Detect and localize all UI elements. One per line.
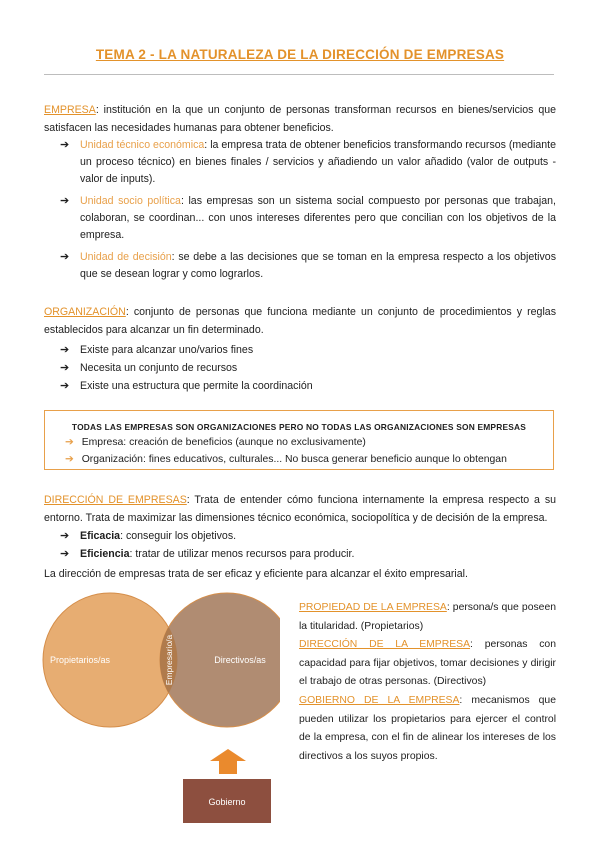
item-text: : tratar de utilizar menos recursos para producir. bbox=[129, 548, 355, 560]
box-item bbox=[65, 452, 507, 468]
item-text: : se debe a las decisiones que se toman en la empresa respecto a los objetivos que se desean lograr y como lograrlos. bbox=[80, 251, 556, 280]
item-text: : conseguir los objetivos. bbox=[120, 530, 237, 542]
empresa-definition bbox=[44, 101, 556, 137]
gobierno-definition bbox=[299, 692, 556, 766]
venn-label-right: Directivos/as bbox=[214, 655, 266, 665]
direccion-definition bbox=[44, 491, 556, 527]
arrow-right-icon: ➔ bbox=[60, 139, 70, 151]
empresa-text: : institución en la que un conjunto de personas transforman recursos en bienes/servicios que satisfacen las necesidades humanas para obtener beneficios. bbox=[44, 104, 556, 134]
organizacion-definition bbox=[44, 303, 556, 339]
direccion-conclusion: La dirección de empresas trata de ser eficaz y eficiente para alcanzar el éxito empresarial. bbox=[44, 568, 468, 580]
box-item-text: Organización: fines educativos, culturales... No busca generar beneficio aunque lo obtengan bbox=[81, 454, 507, 465]
empresa-item bbox=[60, 249, 556, 283]
arrow-right-icon: ➔ bbox=[65, 454, 74, 465]
direccion-side-definition bbox=[299, 636, 556, 692]
organizacion-item bbox=[60, 342, 556, 359]
document-title: TEMA 2 - LA NATURALEZA DE LA DIRECCIÓN DE EMPRESAS bbox=[95, 47, 505, 62]
arrow-up-icon bbox=[210, 749, 246, 774]
item-label: Unidad de decisión bbox=[80, 251, 172, 263]
arrow-right-icon: ➔ bbox=[60, 548, 70, 560]
organizacion-text: : conjunto de personas que funciona mediante un conjunto de procedimientos y reglas establecidos para alcanzar un fin determinado. bbox=[44, 306, 556, 336]
gobierno-label: Gobierno bbox=[208, 797, 246, 807]
item-text: : la empresa trata de obtener beneficios transformando recursos (mediante un proceso técnico) en bienes finales / servicios y añadiendo un valor añadido (valor de outputs - valor de inputs). bbox=[80, 139, 556, 185]
title-divider bbox=[44, 74, 554, 75]
box-item-text: Empresa: creación de beneficios (aunque no exclusivamente) bbox=[81, 437, 366, 448]
direccion-item bbox=[60, 546, 556, 563]
direccion-item bbox=[60, 528, 556, 545]
empresa-item bbox=[60, 193, 556, 244]
box-item bbox=[65, 435, 366, 451]
direccion-text: : Trata de entender cómo funciona internamente la empresa respecto a su entorno. Trata de maximizar las dimensiones técnico económica, sociopolítica y de decisión de la empresa. bbox=[44, 494, 557, 524]
gobierno-term: GOBIERNO DE LA EMPRESA bbox=[299, 695, 460, 706]
organizacion-term: ORGANIZACIÓN bbox=[44, 306, 126, 318]
propiedad-definition bbox=[299, 599, 556, 636]
arrow-right-icon: ➔ bbox=[65, 437, 74, 448]
organizacion-item bbox=[60, 360, 556, 377]
empresa-term: EMPRESA bbox=[44, 104, 96, 116]
item-text: : las empresas son un sistema social compuesto por personas que trabajan, colaboran, se coordinan... con unos intereses diferentes pero que concilian con los objetivos de la empresa. bbox=[80, 195, 557, 241]
venn-label-left: Propietarios/as bbox=[49, 655, 111, 665]
arrow-right-icon: ➔ bbox=[60, 362, 70, 374]
venn-label-center: Empresario/a bbox=[164, 634, 174, 686]
item-label: Eficacia bbox=[80, 530, 121, 542]
organizacion-item bbox=[60, 378, 556, 395]
propiedad-term: PROPIEDAD DE LA EMPRESA bbox=[299, 602, 447, 613]
gobierno-text: : mecanismos que pueden utilizar los propietarios para ejercer el control de la empresa, con el fin de alinear los intereses de los directivos a los suyos propios. bbox=[299, 695, 556, 762]
item-text: Necesita un conjunto de recursos bbox=[80, 362, 238, 374]
direccion-term: DIRECCIÓN DE EMPRESAS bbox=[44, 494, 187, 506]
item-label: Unidad socio política bbox=[80, 195, 181, 207]
highlight-box bbox=[44, 410, 554, 470]
item-label: Unidad técnico económica bbox=[80, 139, 205, 151]
direccion-side-text: : personas con capacidad para fijar objetivos, tomar decisiones y dirigir el trabajo de otras personas. (Directivos) bbox=[299, 639, 556, 688]
empresa-item bbox=[60, 137, 556, 188]
arrow-right-icon: ➔ bbox=[60, 380, 70, 392]
arrow-right-icon: ➔ bbox=[60, 251, 70, 263]
venn-diagram bbox=[40, 590, 280, 830]
arrow-right-icon: ➔ bbox=[60, 195, 70, 207]
item-label: Eficiencia bbox=[80, 548, 130, 560]
arrow-right-icon: ➔ bbox=[60, 530, 70, 542]
arrow-right-icon: ➔ bbox=[60, 344, 70, 356]
propiedad-text: : persona/s que poseen la titularidad. (Propietarios) bbox=[299, 602, 557, 632]
direccion-side-term: DIRECCIÓN DE LA EMPRESA bbox=[299, 639, 471, 650]
item-text: Existe una estructura que permite la coordinación bbox=[80, 380, 313, 392]
box-heading: TODAS LAS EMPRESAS SON ORGANIZACIONES PERO NO TODAS LAS ORGANIZACIONES SON EMPRESAS bbox=[71, 422, 527, 432]
item-text: Existe para alcanzar uno/varios fines bbox=[80, 344, 254, 356]
